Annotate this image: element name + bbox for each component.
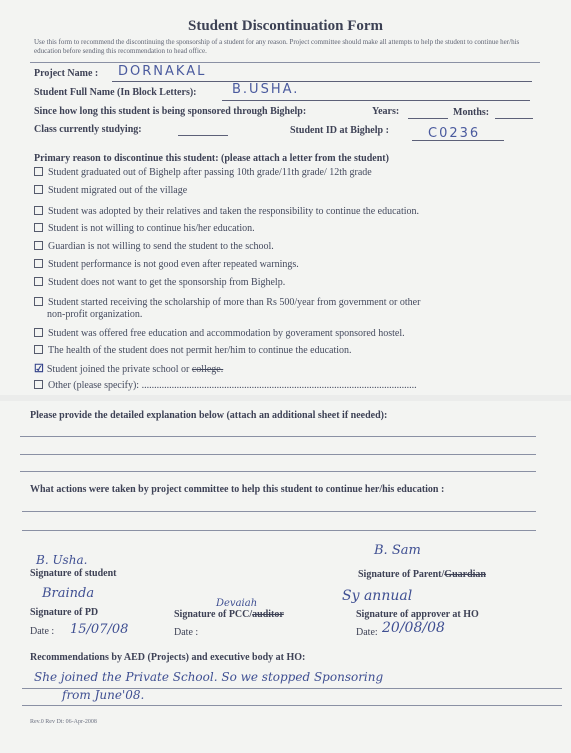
pcc-signature: Devaiah	[216, 598, 258, 609]
pcc-signature-label: Signature of PCC/auditor	[174, 609, 284, 620]
reason-other[interactable]: Other (please specify): ..............................................................................................................	[34, 380, 417, 391]
reason-scholarship[interactable]: Student started receiving the scholarship of more than Rs 500/year from government or other	[34, 297, 420, 308]
checkbox[interactable]	[34, 223, 43, 232]
checkbox[interactable]	[34, 259, 43, 268]
reasons-heading: Primary reason to discontinue this student: (please attach a letter from the student)	[34, 153, 389, 164]
reason-migrated[interactable]: Student migrated out of the village	[34, 185, 187, 196]
actions-label: What actions were taken by project committee to help this student to continue her/his education :	[30, 484, 445, 495]
reason-health[interactable]: The health of the student does not permit her/him to continue the education.	[34, 345, 352, 356]
project-name-value[interactable]: DORNAKAL	[118, 64, 207, 79]
explanation-label: Please provide the detailed explanation below (attach an additional sheet if needed):	[30, 410, 388, 421]
approver-date-value[interactable]: 20/08/08	[382, 620, 445, 636]
approver-date-label: Date:	[356, 627, 378, 638]
student-name-label: Student Full Name (In Block Letters):	[34, 87, 197, 98]
reason-performance[interactable]: Student performance is not good even after repeated warnings.	[34, 259, 299, 270]
reason-scholarship-cont: non-profit organization.	[47, 309, 143, 320]
student-name-value[interactable]: B.USHA.	[232, 82, 300, 97]
reason-not-willing[interactable]: Student is not willing to continue his/her education.	[34, 223, 255, 234]
student-id-value[interactable]: C0236	[428, 126, 481, 141]
reason-private-school[interactable]: ☑ Student joined the private school or college.	[34, 363, 224, 375]
student-id-label: Student ID at Bighelp :	[290, 125, 389, 136]
checkbox[interactable]	[34, 185, 43, 194]
recommendation-line-1[interactable]: She joined the Private School. So we stopped Sponsoring	[34, 670, 384, 684]
checkbox[interactable]	[34, 241, 43, 250]
reason-adopted[interactable]: Student was adopted by their relatives and taken the responsibility to continue the education.	[34, 206, 419, 217]
pd-date-label: Date :	[30, 626, 55, 637]
pcc-date-label: Date :	[174, 627, 199, 638]
paper-fold	[0, 395, 571, 401]
reason-no-sponsorship[interactable]: Student does not want to get the sponsorship from Bighelp.	[34, 277, 285, 288]
checkbox[interactable]	[34, 345, 43, 354]
class-label: Class currently studying:	[34, 124, 142, 135]
years-label: Years:	[372, 106, 400, 117]
approver-signature-label: Signature of approver at HO	[356, 609, 479, 620]
reason-hostel[interactable]: Student was offered free education and accommodation by goverament sponsored hostel.	[34, 328, 405, 339]
pd-signature: Brainda	[42, 586, 95, 601]
parent-signature-label: Signature of Parent/Guardian	[358, 569, 486, 580]
pd-date-value[interactable]: 15/07/08	[70, 622, 129, 637]
reason-guardian[interactable]: Guardian is not willing to send the student to the school.	[34, 241, 274, 252]
recommendation-label: Recommendations by AED (Projects) and executive body at HO:	[30, 652, 306, 663]
pd-signature-label: Signature of PD	[30, 607, 99, 618]
form-intro: Use this form to recommend the discontinuing the sponsorship of a student for any reason. Project committee should make all attempts to help the student to continue her/his education before sending this recommendation to head office.	[34, 38, 520, 55]
checkbox[interactable]	[34, 206, 43, 215]
form-title: Student Discontinuation Form	[187, 18, 384, 34]
student-signature: B. Usha.	[36, 553, 88, 567]
checkbox[interactable]	[34, 328, 43, 337]
parent-signature: B. Sam	[374, 543, 421, 558]
reason-graduated[interactable]: Student graduated out of Bighelp after passing 10th grade/11th grade/ 12th grade	[34, 167, 372, 178]
checkbox[interactable]	[34, 380, 43, 389]
checkbox[interactable]	[34, 167, 43, 176]
footer-revision: Rev.0 Rev Dt: 06-Apr-2008	[30, 719, 97, 725]
project-name-label: Project Name :	[34, 68, 99, 79]
checkmark-icon[interactable]: ☑	[34, 363, 44, 375]
student-signature-label: Signature of student	[30, 568, 117, 579]
approver-signature: Sy annual	[342, 588, 413, 604]
checkbox[interactable]	[34, 277, 43, 286]
recommendation-line-2[interactable]: from June'08.	[62, 688, 145, 702]
months-label: Months:	[453, 107, 490, 118]
since-label: Since how long this student is being sponsored through Bighelp:	[34, 106, 307, 117]
checkbox[interactable]	[34, 297, 43, 306]
